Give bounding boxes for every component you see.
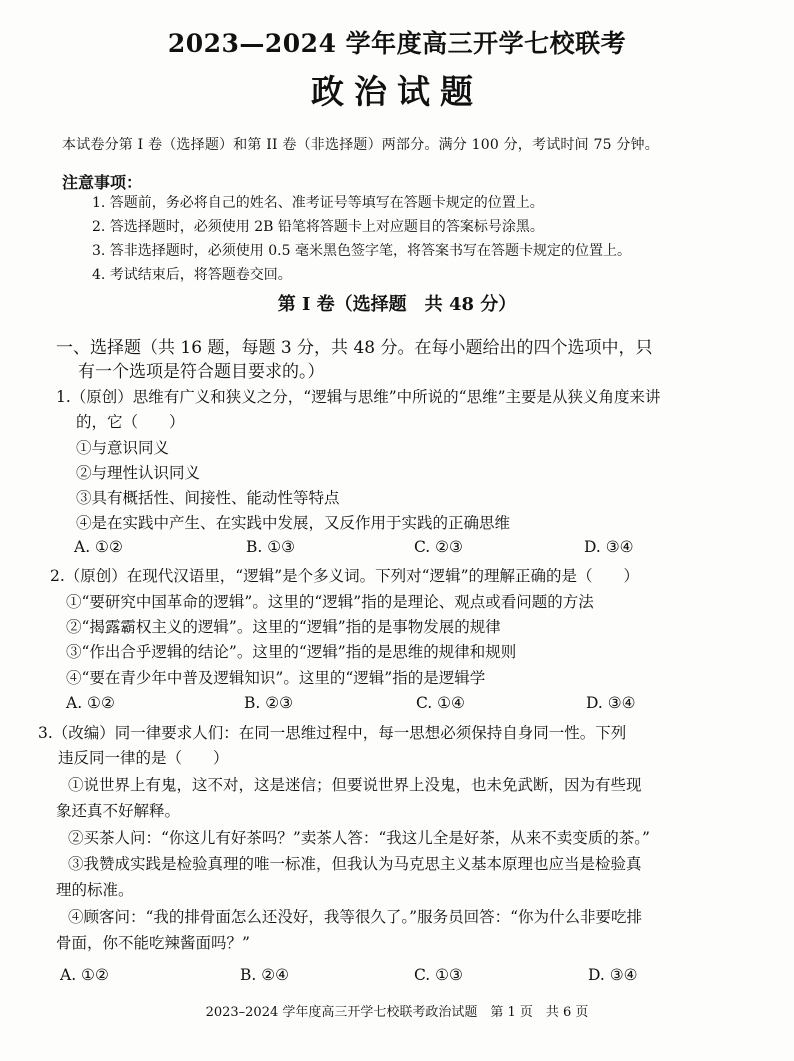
question-3-stem-cont: 违反同一律的是（ ）: [58, 749, 229, 767]
question-3-statement: ②买茶人问：“你这儿有好茶吗？”卖茶人答：“我这儿全是好茶，从来不卖变质的茶。”: [68, 829, 650, 847]
section-title: 第 I 卷（选择题 共 48 分）: [277, 294, 517, 315]
question-3-statement: 理的标准。: [56, 881, 134, 899]
option-a[interactable]: A. ①②: [66, 694, 115, 712]
question-2-stem: 2.（原创）在现代汉语里，“逻辑”是个多义词。下列对“逻辑”的理解正确的是（ ）: [50, 567, 639, 585]
question-2-statement: ①“要研究中国革命的逻辑”。这里的“逻辑”指的是理论、观点或看问题的方法: [66, 593, 594, 611]
option-b[interactable]: B. ②④: [240, 966, 290, 984]
notice-item: 4. 考试结束后，将答题卷交回。: [92, 267, 292, 283]
question-1-statement: ③具有概括性、间接性、能动性等特点: [76, 489, 340, 507]
question-3-statement: 象还真不好解释。: [56, 802, 181, 820]
option-d[interactable]: D. ③④: [584, 538, 634, 556]
question-2-options: [0, 694, 794, 714]
part-heading-line2: 有一个选项是符合题目要求的。）: [78, 362, 325, 382]
option-d[interactable]: D. ③④: [586, 694, 636, 712]
option-a[interactable]: A. ①②: [74, 538, 123, 556]
question-2-statement: ③“作出合乎逻辑的结论”。这里的“逻辑”指的是思维的规律和规则: [66, 643, 517, 661]
question-3-stem: 3.（改编）同一律要求人们：在同一思维过程中，每一思想必须保持自身同一性。下列: [38, 724, 627, 742]
option-c[interactable]: C. ②③: [414, 538, 463, 556]
question-2-statement: ④“要在青少年中普及逻辑知识”。这里的“逻辑”指的是逻辑学: [66, 669, 486, 687]
question-1-statement: ①与意识同义: [76, 439, 170, 457]
option-a[interactable]: A. ①②: [60, 966, 109, 984]
question-1-stem: 1.（原创）思维有广义和狭义之分，“逻辑与思维”中所说的“思维”主要是从狭义角度来讲: [56, 388, 661, 406]
exam-intro: 本试卷分第 I 卷（选择题）和第 II 卷（非选择题）两部分。满分 100 分，考试时间 75 分钟。: [62, 137, 659, 153]
notice-item: 1. 答题前，务必将自己的姓名、准考证号等填写在答题卡规定的位置上。: [92, 195, 544, 211]
part-heading-line1: 一、选择题（共 16 题，每题 3 分，共 48 分。在每小题给出的四个选项中，只: [56, 338, 653, 358]
page-footer: 2023–2024 学年度高三开学七校联考政治试题 第 1 页 共 6 页: [205, 1005, 589, 1020]
question-1-stem-cont: 的，它（ ）: [76, 413, 185, 431]
question-2-statement: ②“揭露霸权主义的逻辑”。这里的“逻辑”指的是事物发展的规律: [66, 618, 501, 636]
notice-heading: 注意事项：: [62, 173, 143, 192]
question-1-statement: ④是在实践中产生、在实践中发展，又反作用于实践的正确思维: [76, 514, 511, 532]
notice-item: 2. 答选择题时，必须使用 2B 铅笔将答题卡上对应题目的答案标号涂黑。: [92, 219, 544, 235]
option-b[interactable]: B. ②③: [244, 694, 294, 712]
option-c[interactable]: C. ①④: [416, 694, 465, 712]
question-3-statement: ③我赞成实践是检验真理的唯一标准，但我认为马克思主义基本原理也应当是检验真: [68, 855, 642, 873]
question-1-options: [0, 538, 794, 558]
notice-item: 3. 答非选择题时，必须使用 0.5 毫米黑色签字笔，将答案书写在答题卡规定的位置上。: [92, 243, 631, 259]
question-3-statement: 骨面，你不能吃辣酱面吗？”: [56, 934, 250, 952]
option-b[interactable]: B. ①③: [246, 538, 296, 556]
question-1-statement: ②与理性认识同义: [76, 464, 201, 482]
option-d[interactable]: D. ③④: [588, 966, 638, 984]
question-3-statement: ④顾客问：“我的排骨面怎么还没好，我等很久了。”服务员回答：“你为什么非要吃排: [68, 908, 643, 926]
question-3-statement: ①说世界上有鬼，这不对，这是迷信；但要说世界上没鬼，也未免武断，因为有些现: [68, 776, 642, 794]
exam-title: 2023—2024 学年度高三开学七校联考: [167, 29, 627, 58]
question-3-options: [0, 966, 794, 986]
option-c[interactable]: C. ①③: [414, 966, 463, 984]
subject-title: 政治试题: [311, 72, 483, 111]
